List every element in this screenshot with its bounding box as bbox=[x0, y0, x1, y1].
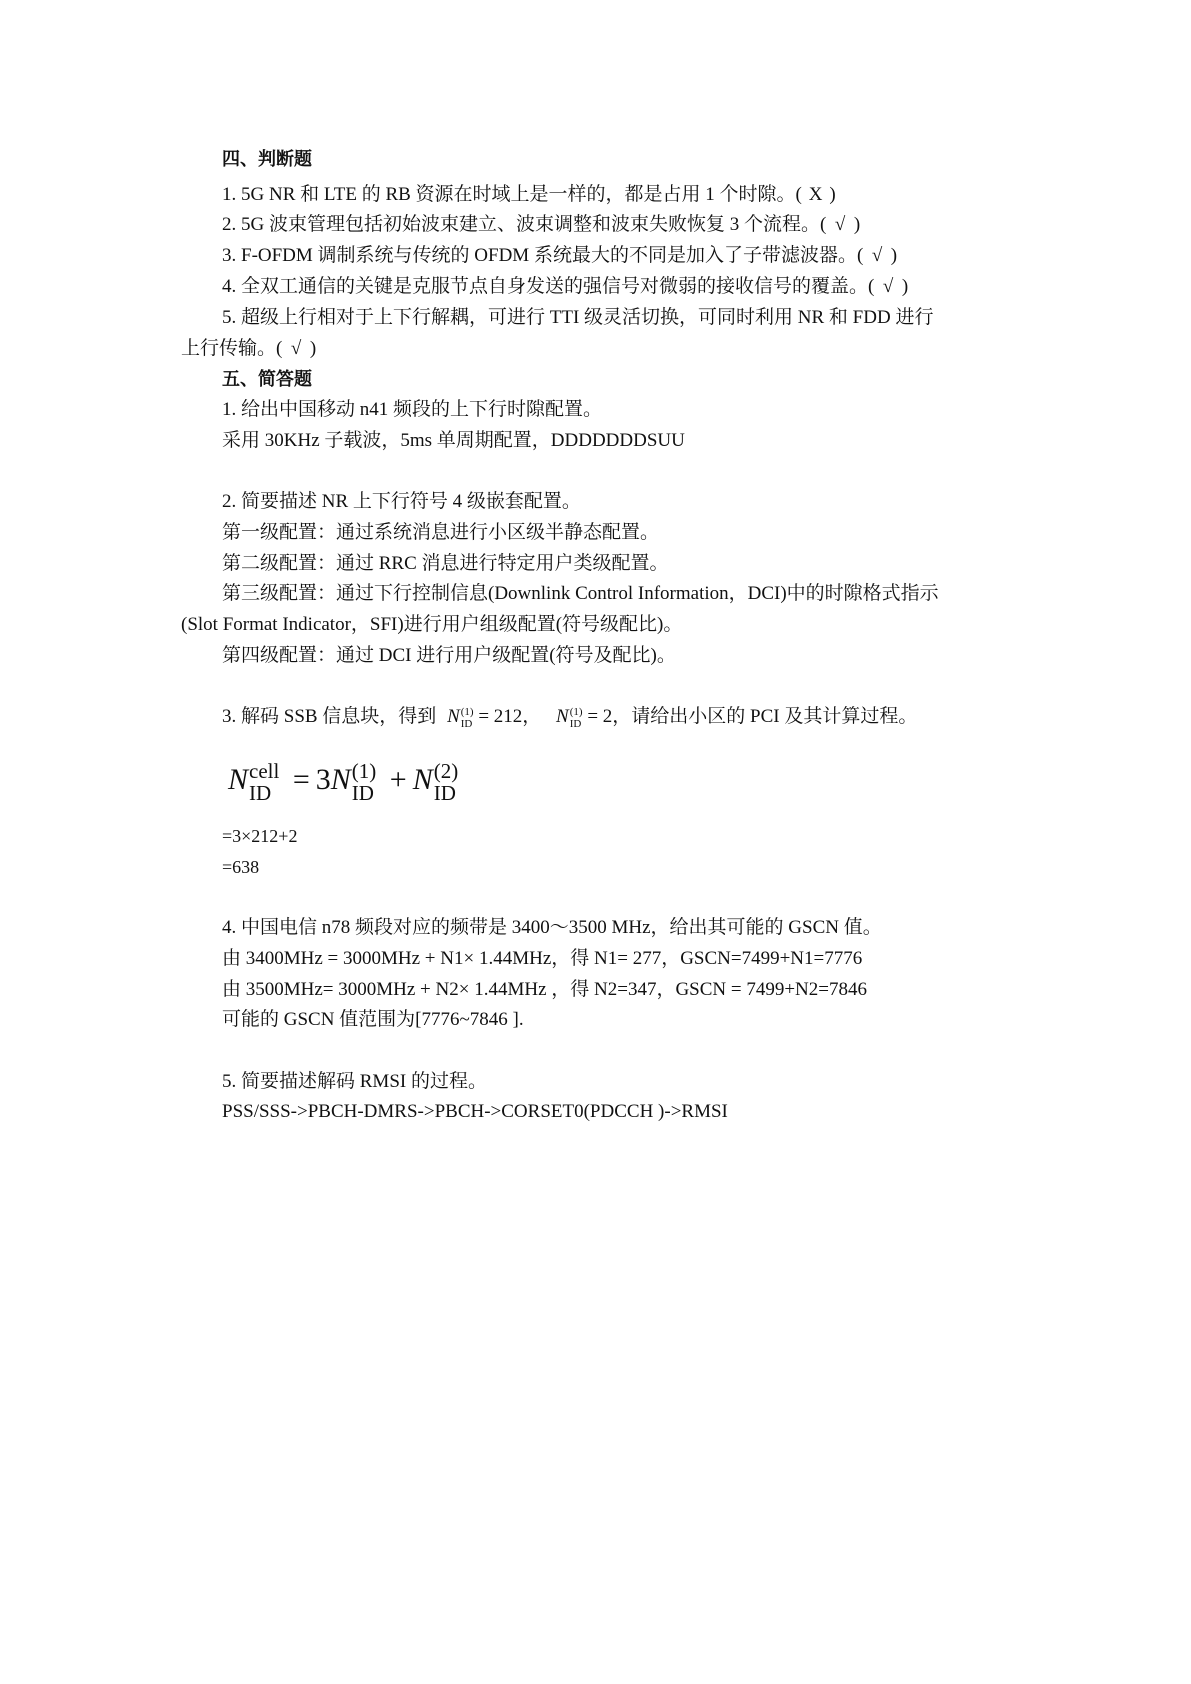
judge-answer-mark: X bbox=[808, 184, 823, 205]
q5-question: 5. 简要描述解码 RMSI 的过程。 bbox=[222, 1071, 487, 1092]
q3-superscript: (1) bbox=[460, 705, 474, 718]
judge-item-text: 上行传输。( bbox=[181, 338, 283, 359]
q3-step-2: =638 bbox=[222, 857, 260, 877]
formula-n: N bbox=[330, 762, 351, 796]
judge-item-text: 2. 5G 波束管理包括初始波束建立、波束调整和波束失败恢复 3 个流程。( bbox=[222, 214, 827, 235]
judge-answer-mark: √ bbox=[871, 245, 883, 266]
judge-item-5-continued bbox=[181, 336, 316, 362]
formula-equals: = bbox=[292, 762, 310, 796]
judge-item-text: 1. 5G NR 和 LTE 的 RB 资源在时域上是一样的，都是占用 1 个时隙。( bbox=[222, 184, 802, 205]
q3-superscript: (1) bbox=[569, 705, 583, 718]
judge-answer-mark: √ bbox=[834, 214, 846, 235]
q2-level3-continued: (Slot Format Indicator，SFI)进行用户组级配置(符号级配比)。 bbox=[181, 614, 683, 635]
q4-line-2: 由 3500MHz= 3000MHz + N2× 1.44MHz ，得 N2=347，GSCN = 7499+N2=7846 bbox=[222, 979, 867, 1000]
q2-level4: 第四级配置：通过 DCI 进行用户级配置(符号及配比)。 bbox=[222, 645, 676, 666]
q3-question bbox=[222, 704, 917, 730]
q3-subscript: ID bbox=[569, 717, 582, 730]
q3-n-symbol: N bbox=[556, 706, 569, 727]
formula-n: N bbox=[228, 762, 249, 796]
formula-superscript: (1) bbox=[351, 759, 377, 783]
q4-line-3: 可能的 GSCN 值范围为[7776~7846 ]. bbox=[222, 1009, 524, 1030]
formula-indices-1 bbox=[352, 760, 377, 804]
q4-question: 4. 中国电信 n78 频段对应的频带是 3400～3500 MHz，给出其可能的 GSCN 值。 bbox=[222, 917, 882, 938]
formula-superscript: (2) bbox=[433, 759, 459, 783]
formula-subscript: ID bbox=[433, 781, 456, 805]
q3-n-indices-1 bbox=[461, 706, 474, 730]
pci-formula bbox=[228, 760, 458, 804]
q5-answer: PSS/SSS->PBCH-DMRS->PBCH->CORSET0(PDCCH )->RMSI bbox=[222, 1101, 728, 1122]
q2-level2: 第二级配置：通过 RRC 消息进行特定用户类级配置。 bbox=[222, 553, 669, 574]
q3-step-1: =3×212+2 bbox=[222, 826, 298, 846]
q3-value-1: = 212， bbox=[478, 706, 542, 727]
section4-heading: 四、判断题 bbox=[222, 149, 312, 170]
formula-cell-indices bbox=[249, 760, 279, 804]
judge-close-paren: ) bbox=[890, 245, 898, 266]
judge-item-5 bbox=[222, 305, 933, 331]
formula-superscript: cell bbox=[249, 759, 280, 783]
q3-n-indices-2 bbox=[570, 706, 583, 730]
judge-item-3 bbox=[222, 243, 897, 269]
judge-item-1 bbox=[222, 182, 836, 208]
q3-question-prefix: 3. 解码 SSB 信息块，得到 bbox=[222, 706, 437, 727]
q1-answer: 采用 30KHz 子载波，5ms 单周期配置，DDDDDDDSUU bbox=[222, 430, 685, 451]
q2-level3: 第三级配置：通过下行控制信息(Downlink Control Information，DCI)中的时隙格式指示 bbox=[222, 583, 939, 604]
formula-indices-2 bbox=[434, 760, 459, 804]
judge-close-paren: ) bbox=[901, 276, 909, 297]
formula-coefficient: 3 bbox=[315, 762, 331, 796]
judge-close-paren: ) bbox=[829, 184, 836, 205]
judge-close-paren: ) bbox=[853, 214, 861, 235]
judge-answer-mark: √ bbox=[290, 338, 302, 359]
q3-n-symbol: N bbox=[447, 706, 460, 727]
formula-subscript: ID bbox=[249, 781, 272, 805]
formula-plus: + bbox=[389, 762, 407, 796]
judge-answer-mark: √ bbox=[882, 276, 894, 297]
formula-subscript: ID bbox=[351, 781, 374, 805]
formula-n: N bbox=[412, 762, 433, 796]
q2-question: 2. 简要描述 NR 上下行符号 4 级嵌套配置。 bbox=[222, 491, 581, 512]
judge-item-4 bbox=[222, 274, 908, 300]
section5-heading: 五、简答题 bbox=[222, 369, 312, 390]
judge-item-text: 4. 全双工通信的关键是克服节点自身发送的强信号对微弱的接收信号的覆盖。( bbox=[222, 276, 875, 297]
judge-close-paren: ) bbox=[309, 338, 317, 359]
q3-value-2: = 2，请给出小区的 PCI 及其计算过程。 bbox=[587, 706, 918, 727]
judge-item-text: 3. F-OFDM 调制系统与传统的 OFDM 系统最大的不同是加入了子带滤波器。( bbox=[222, 245, 864, 266]
q3-subscript: ID bbox=[460, 717, 473, 730]
q2-level1: 第一级配置：通过系统消息进行小区级半静态配置。 bbox=[222, 522, 660, 543]
judge-item-text: 5. 超级上行相对于上下行解耦，可进行 TTI 级灵活切换，可同时利用 NR 和 FDD 进行 bbox=[222, 307, 934, 328]
judge-item-2 bbox=[222, 212, 860, 238]
q4-line-1: 由 3400MHz = 3000MHz + N1× 1.44MHz，得 N1= 277，GSCN=7499+N1=7776 bbox=[222, 948, 863, 969]
q1-question: 1. 给出中国移动 n41 频段的上下行时隙配置。 bbox=[222, 399, 603, 420]
